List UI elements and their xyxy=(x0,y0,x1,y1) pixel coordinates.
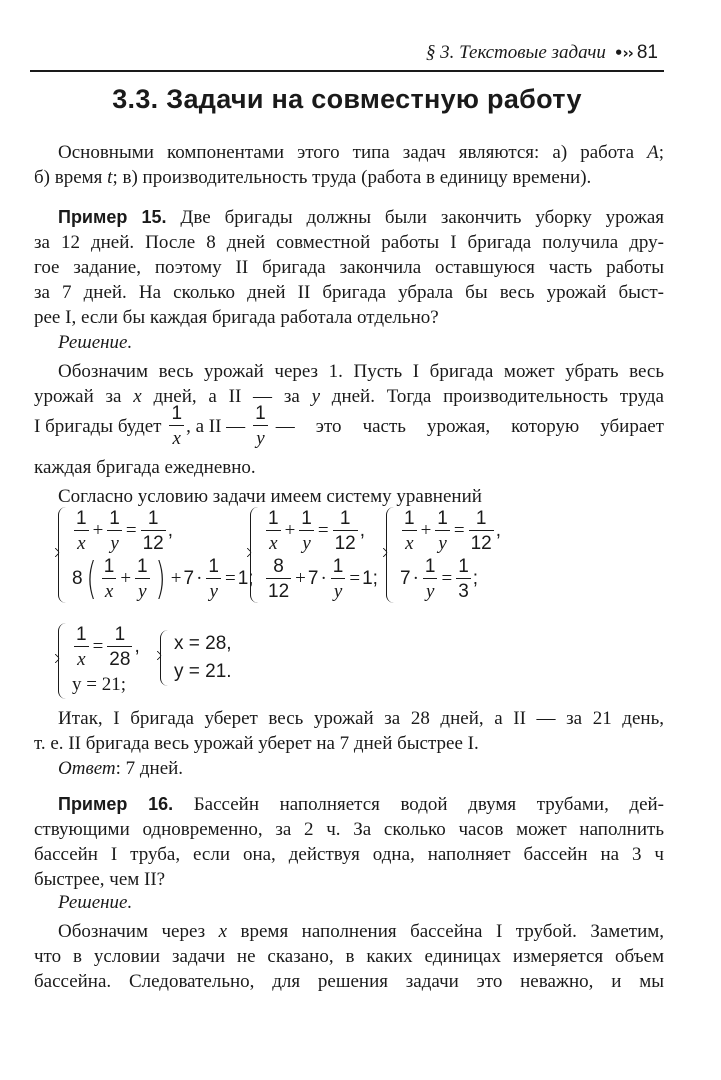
text: — это часть урожая, которую убирает xyxy=(275,415,664,437)
equation-system-3 xyxy=(386,507,501,603)
section-heading: 3.3. Задачи на совместную работу xyxy=(112,84,582,114)
comma: , xyxy=(359,520,366,541)
numerator: 1 xyxy=(458,555,469,577)
numerator: 1 xyxy=(76,623,87,645)
numerator: 1 xyxy=(475,507,487,529)
rhs: 1; xyxy=(362,568,378,589)
equation-text: x = 28, xyxy=(174,633,232,654)
fraction-1-over-y xyxy=(253,404,268,449)
semicolon: ; xyxy=(472,568,479,589)
var-x: x xyxy=(133,386,142,407)
numerator: 1 xyxy=(301,507,312,529)
text: ; в) производительность труда (работа в единицу времени). xyxy=(112,167,592,188)
denominator: 12 xyxy=(334,533,356,555)
equation-system-1 xyxy=(58,507,254,603)
coefficient: 7 xyxy=(400,568,411,589)
denominator: y xyxy=(138,581,147,603)
conclusion-line: т. е. II бригада весь урожай уберет на 7 дней быстрее I. xyxy=(34,733,479,754)
text: Бассейн наполняется водой двумя трубами, дей- xyxy=(173,794,665,815)
equation xyxy=(72,555,254,603)
numerator: 1 xyxy=(103,555,115,577)
equation-system-2 xyxy=(250,507,378,603)
system-intro: Согласно условию задачи имеем систему уравнений xyxy=(58,486,482,507)
rhs: 1; xyxy=(237,568,254,589)
equation-text: y = 21; xyxy=(72,674,126,695)
example-15-statement xyxy=(34,205,664,330)
plus: + xyxy=(284,520,296,541)
left-brace-icon xyxy=(58,623,69,699)
ex15-line xyxy=(34,205,664,230)
denominator: 3 xyxy=(458,581,469,603)
solution-label: Решение. xyxy=(58,332,133,353)
ex15-line: за 7 дней. На сколько дней II бригада убрала бы весь урожай быст- xyxy=(34,282,664,303)
coefficient: 7 xyxy=(183,568,195,589)
ex15-line: за 12 дней. После 8 дней совместной работы I бригада получила дру- xyxy=(34,232,664,253)
plus: + xyxy=(295,568,306,589)
denominator: x xyxy=(77,533,86,555)
numerator: 1 xyxy=(437,507,448,529)
equation xyxy=(72,671,140,699)
equals: = xyxy=(349,568,361,589)
example-15-solution xyxy=(34,330,664,409)
plus: + xyxy=(170,568,182,589)
denominator: y xyxy=(110,533,119,555)
example-16-label: Пример 16. xyxy=(58,794,174,814)
equals: = xyxy=(225,568,236,589)
answer-label: Ответ xyxy=(58,758,116,779)
example-16-statement xyxy=(34,792,664,892)
left-brace-icon xyxy=(386,507,397,603)
denominator: 12 xyxy=(268,581,290,603)
denominator: y xyxy=(438,533,447,555)
multiply: · xyxy=(412,568,419,589)
left-brace-icon xyxy=(160,630,171,686)
denominator: 12 xyxy=(470,533,492,555)
denominator: x xyxy=(104,581,114,603)
equation-system-4 xyxy=(58,623,140,699)
denominator: y xyxy=(302,533,311,555)
productivity-line xyxy=(34,400,664,452)
sol-line: каждая бригада ежедневно. xyxy=(34,457,256,478)
text: время наполнения бассейна I трубой. Заметим, xyxy=(227,921,665,942)
equation xyxy=(174,658,232,686)
text: урожай за xyxy=(34,386,134,407)
example-15-label: Пример 15. xyxy=(58,207,167,227)
plus: + xyxy=(92,520,104,541)
left-brace-icon xyxy=(58,507,69,603)
numerator: 8 xyxy=(273,555,284,577)
denominator: y xyxy=(209,581,218,603)
ex16-line: быстрее, чем II? xyxy=(34,869,166,890)
numerator: 1 xyxy=(255,402,266,424)
intro-paragraph xyxy=(34,140,664,190)
right-paren: ) xyxy=(155,553,166,604)
ex16-line: ствующими одновременно, за 2 ч. За сколько часов может наполнить xyxy=(34,819,664,840)
denominator: x xyxy=(405,533,414,555)
ex15-line: гое задание, поэтому II бригада закончила оставшуюся часть работы xyxy=(34,257,664,278)
equation xyxy=(72,507,254,555)
example-15-solution-cont xyxy=(34,455,664,509)
coefficient: 7 xyxy=(307,568,319,589)
equals: = xyxy=(441,568,453,589)
equals: = xyxy=(92,636,104,657)
comma: , xyxy=(167,520,174,541)
var-x: x xyxy=(218,921,228,942)
numerator: 1 xyxy=(76,507,87,529)
equation-text: y = 21. xyxy=(174,661,232,682)
equation xyxy=(400,507,501,555)
equals: = xyxy=(453,520,465,541)
text: дней. Тогда производительность труда xyxy=(320,386,664,407)
numerator: 1 xyxy=(268,507,279,529)
text: дней, а II — за xyxy=(141,386,312,407)
text: Обозначим через xyxy=(58,921,219,942)
denominator: 28 xyxy=(109,649,131,671)
numerator: 1 xyxy=(332,555,344,577)
denominator: 12 xyxy=(142,533,164,555)
comma: , xyxy=(134,636,140,657)
numerator: 1 xyxy=(339,507,351,529)
equation xyxy=(400,555,501,603)
text: ; xyxy=(658,142,664,163)
numerator: 1 xyxy=(109,507,120,529)
numerator: 1 xyxy=(171,402,183,424)
denominator: x xyxy=(269,533,278,555)
coefficient: 8 xyxy=(72,568,83,589)
left-paren: ( xyxy=(86,553,97,604)
denominator: x xyxy=(77,649,86,671)
numerator: 1 xyxy=(424,555,436,577)
sol-line: что в условии задачи не сказано, в каких единицах измеряется объем xyxy=(34,946,664,967)
running-header xyxy=(30,40,664,72)
fraction-bar xyxy=(253,425,268,427)
equation-system-5 xyxy=(160,630,232,686)
answer-line xyxy=(34,756,664,781)
text: I бригады будет xyxy=(34,415,162,437)
text: б) время xyxy=(34,167,108,188)
ex16-line xyxy=(34,792,664,817)
equals: = xyxy=(317,520,329,541)
example-16-solution xyxy=(34,890,664,994)
answer-value: : 7 дней. xyxy=(115,758,184,779)
denominator: y xyxy=(333,581,343,603)
text: Основными компонентами этого типа задач являются: а) работа xyxy=(58,142,648,163)
equation xyxy=(264,507,378,555)
conclusion-line: Итак, I бригада уберет весь урожай за 28 дней, а II — за 21 день, xyxy=(58,708,664,729)
intro-line-2 xyxy=(34,165,664,190)
sol-line xyxy=(34,919,664,944)
denominator: y xyxy=(256,428,265,450)
numerator: 1 xyxy=(137,555,148,577)
fraction-1-over-x xyxy=(169,404,184,449)
equation xyxy=(72,623,140,671)
header-marker-icon: •›› xyxy=(613,44,633,62)
numerator: 1 xyxy=(147,507,159,529)
section-title: § 3. Текстовые задачи xyxy=(425,42,606,63)
var-y: y xyxy=(311,386,320,407)
ex15-line: рее I, если бы каждая бригада работала отдельно? xyxy=(34,307,439,328)
multiply: · xyxy=(320,568,327,589)
plus: + xyxy=(120,568,132,589)
multiply: · xyxy=(196,568,203,589)
numerator: 1 xyxy=(404,507,415,529)
plus: + xyxy=(420,520,432,541)
sol-line: Обозначим весь урожай через 1. Пусть I бригада может убрать весь xyxy=(58,361,664,382)
solution-label: Решение. xyxy=(58,892,133,913)
text: Две бригады должны были закончить уборку урожая xyxy=(166,207,664,228)
equation xyxy=(174,630,232,658)
denominator: x xyxy=(172,428,181,450)
equals: = xyxy=(125,520,137,541)
var-t: t xyxy=(107,167,113,188)
var-a: A xyxy=(647,142,659,163)
ex16-line: бассейн I труба, если она, действуя одна, наполняет бассейн на 3 ч xyxy=(34,844,664,865)
intro-line-1 xyxy=(34,140,664,165)
comma: , xyxy=(495,520,502,541)
left-brace-icon xyxy=(250,507,261,603)
sol-line: бассейна. Следовательно, для решения задачи это неважно, и мы xyxy=(34,971,664,992)
fraction-bar xyxy=(169,425,184,427)
page-number: 81 xyxy=(636,42,658,63)
text: , а II — xyxy=(186,415,246,437)
numerator: 1 xyxy=(114,623,126,645)
numerator: 1 xyxy=(208,555,219,577)
denominator: y xyxy=(425,581,435,603)
example-15-conclusion xyxy=(34,706,664,781)
equation xyxy=(264,555,378,603)
